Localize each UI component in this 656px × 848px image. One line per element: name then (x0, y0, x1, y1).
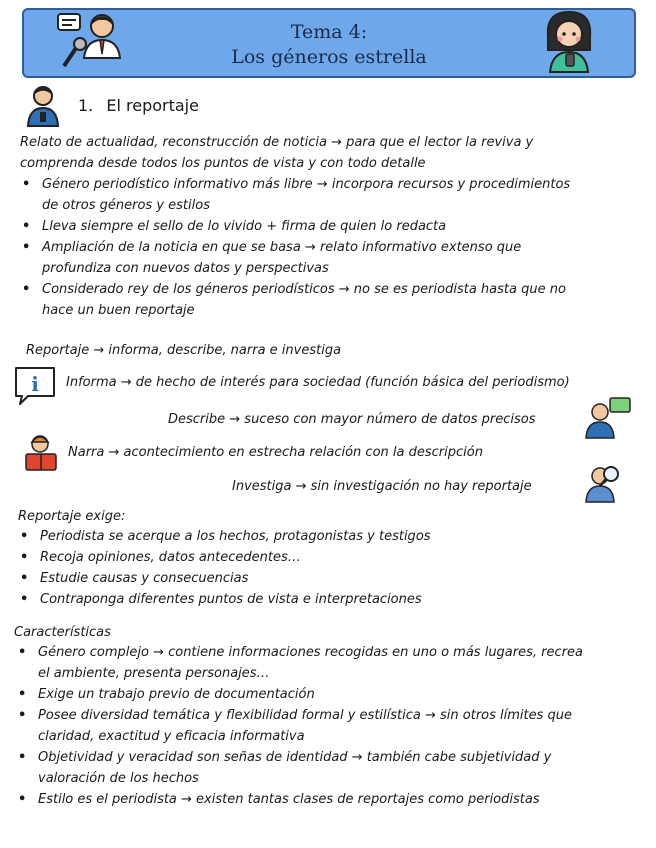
narra-text: Narra → acontecimiento en estrecha relación con la descripción (68, 445, 483, 460)
list-item (18, 237, 570, 279)
functions-heading: Reportaje → informa, describe, narra e investiga (26, 343, 342, 358)
describe-text: Describe → suceso con mayor número de datos precisos (168, 412, 536, 427)
title-line-2: Los géneros estrella (231, 46, 427, 68)
list-item-line: el ambiente, presenta personajes… (38, 666, 270, 681)
list-item (14, 789, 583, 810)
reportaje-bullet-list (18, 174, 570, 321)
reporter-woman-icon (540, 6, 598, 76)
list-item (14, 705, 583, 747)
list-item-line: • Posee diversidad temática y flexibilidad formal y estilística → sin otros límites que (38, 708, 573, 723)
caracteristicas-heading: Características (14, 625, 111, 640)
list-item (18, 216, 570, 237)
list-item (14, 684, 583, 705)
caracteristicas-bullet-list (14, 642, 583, 810)
list-item-line: • Género complejo → contiene informaciones recogidas en uno o más lugares, recrea (38, 645, 583, 660)
info-speech-bubble-icon (12, 364, 58, 406)
list-item-line: claridad, exactitud y eficacia informativa (38, 729, 305, 744)
list-item: • Periodista se acerque a los hechos, protagonistas y testigos (16, 526, 431, 547)
storyteller-book-icon (20, 432, 62, 474)
investiga-text: Investiga → sin investigación no hay reportaje (232, 479, 532, 494)
list-item (14, 747, 583, 789)
list-item-line: • Objetividad y veracidad son señas de identidad → también cabe subjetividad y (38, 750, 552, 765)
journalist-microphone-icon (56, 10, 128, 76)
list-item: • Estudie causas y consecuencias (16, 568, 431, 589)
informa-text: Informa → de hecho de interés para sociedad (función básica del periodismo) (66, 375, 570, 390)
list-item (18, 174, 570, 216)
intro-line-2: comprenda desde todos los puntos de vista y con todo detalle (20, 156, 426, 171)
list-item-line: • Exige un trabajo previo de documentación (38, 687, 315, 702)
exige-bullet-list (16, 526, 431, 610)
section-number: 1. (78, 96, 94, 115)
list-item-line: de otros géneros y estilos (42, 198, 210, 213)
list-item: • Contraponga diferentes puntos de vista e interpretaciones (16, 589, 431, 610)
list-item-line: • Género periodístico informativo más libre → incorpora recursos y procedimientos (42, 177, 571, 192)
list-item: • Recoja opiniones, datos antecedentes… (16, 547, 431, 568)
intro-paragraph (20, 132, 533, 174)
list-item-line: valoración de los hechos (38, 771, 199, 786)
list-item (18, 279, 570, 321)
list-item-line: • Estilo es el periodista → existen tantas clases de reportajes como periodistas (38, 792, 540, 807)
intro-line-1: Relato de actualidad, reconstrucción de noticia → para que el lector la reviva y (20, 135, 534, 150)
list-item-line: • Ampliación de la noticia en que se basa → relato informativo extenso que (42, 240, 522, 255)
section-title-text: El reportaje (106, 96, 199, 115)
speaker-comment-icon (584, 396, 632, 440)
reporter-man-icon (24, 84, 62, 128)
list-item-line: • Considerado rey de los géneros periodísticos → no se es periodista hasta que no (42, 282, 566, 297)
list-item (14, 642, 583, 684)
svg-text:i: i (31, 372, 39, 396)
list-item-line: profundiza con nuevos datos y perspectivas (42, 261, 329, 276)
magnifier-investigator-icon (582, 462, 624, 504)
section-title (78, 96, 199, 115)
list-item-line: • Lleva siempre el sello de lo vivido + firma de quien lo redacta (42, 219, 447, 234)
list-item-line: hace un buen reportaje (42, 303, 195, 318)
exige-heading: Reportaje exige: (18, 509, 126, 524)
title-line-1: Tema 4: (290, 21, 368, 43)
